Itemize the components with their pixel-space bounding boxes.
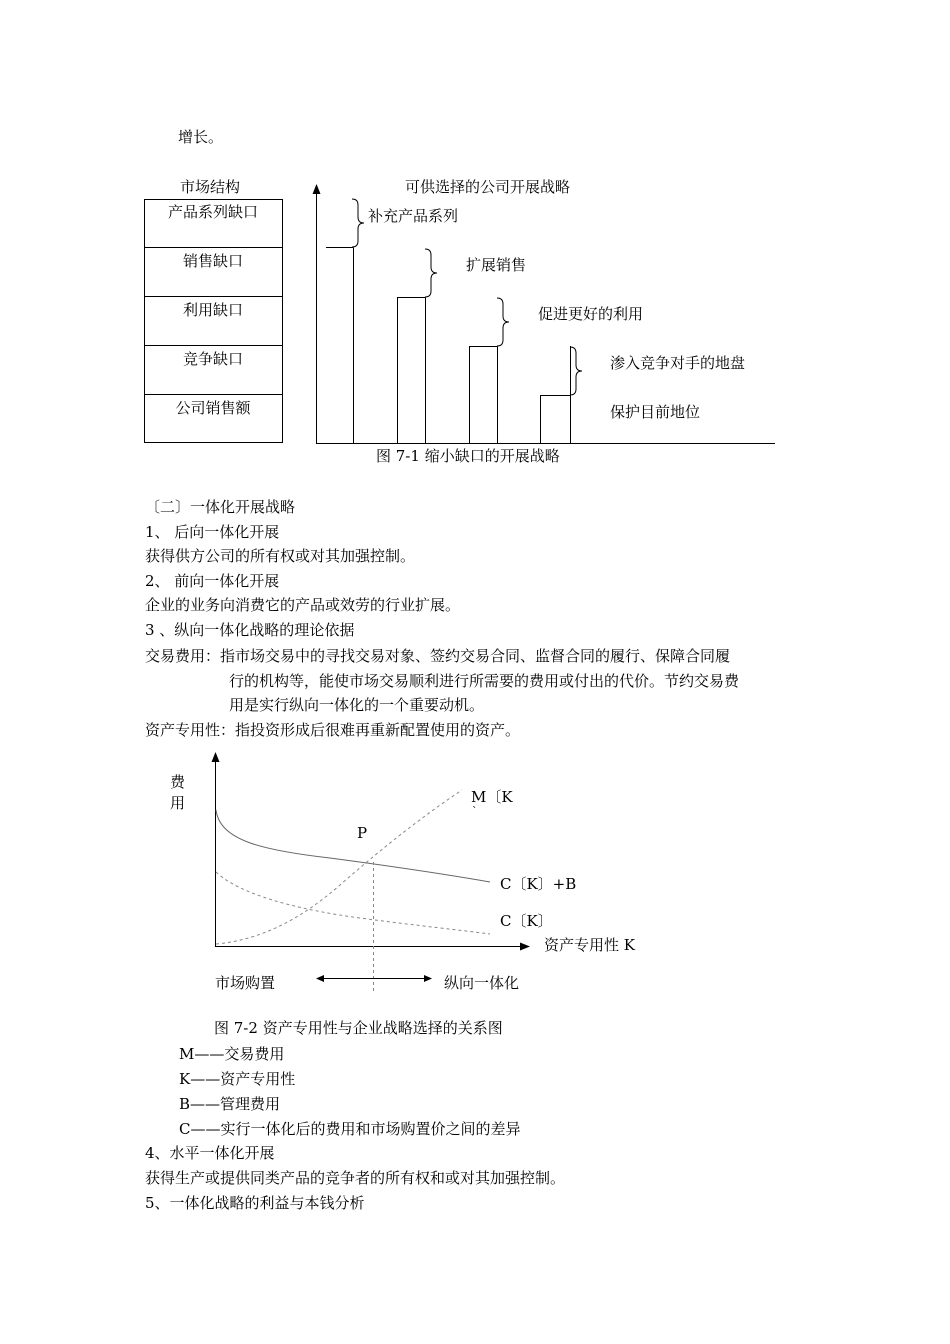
gap-label: 竞争缺口 <box>182 350 243 368</box>
strategy-header: 可供选择的公司开展战略 <box>405 178 571 196</box>
strategy-label: 促进更好的利用 <box>538 305 644 323</box>
item-1-title: 1、 后向一体化开展 <box>145 523 280 541</box>
x-axis-label: 资产专用性 K <box>544 936 635 954</box>
transaction-cost-line-3: 用是实行纵向一体化的一个重要动机。 <box>229 696 485 714</box>
curve-ckb-label: C〔K〕+B <box>500 875 577 893</box>
item-2-text: 企业的业务向消费它的产品或效劳的行业扩展。 <box>145 596 461 614</box>
intersection-label: P <box>357 824 368 842</box>
strategy-label: 扩展销售 <box>466 256 527 274</box>
curve-mk <box>216 790 462 944</box>
transaction-cost-line-2: 行的机构等，能使市场交易顺利进行所需要的费用或付出的代价。节约交易费 <box>229 672 740 690</box>
curve-ck-label: C〔K〕 <box>500 912 553 930</box>
fig2-x-arrow <box>520 943 530 951</box>
y-axis-label-2: 用 <box>170 794 186 812</box>
legend-item: M——交易费用 <box>179 1045 285 1063</box>
figure-1-caption: 图 7-1 缩小缺口的开展战略 <box>376 447 560 465</box>
strategy-label: 补充产品系列 <box>368 207 459 225</box>
curve-mk-label: M〔K <box>471 788 513 806</box>
asset-specificity-text: 资产专用性：指投资形成后很难再重新配置使用的资产。 <box>145 721 521 739</box>
legend-item: C——实行一体化后的费用和市场购置价之间的差异 <box>179 1120 521 1138</box>
brace-4 <box>570 347 582 395</box>
figure-1-diagram <box>0 0 950 480</box>
fig2-y-arrow <box>212 752 220 762</box>
curve-mk-label-tail: ` <box>472 805 478 818</box>
item-4-text: 获得生产或提供同类产品的竞争者的所有权和或对其加强控制。 <box>145 1169 566 1187</box>
item-4-title: 4、水平一体化开展 <box>145 1144 275 1162</box>
market-structure-header: 市场结构 <box>180 178 241 196</box>
brace-1 <box>352 199 364 247</box>
right-choice-label: 纵向一体化 <box>444 974 520 992</box>
choice-arrow-left <box>316 975 324 982</box>
item-2-title: 2、 前向一体化开展 <box>145 572 280 590</box>
figure-2-caption: 图 7-2 资产专用性与企业战略选择的关系图 <box>214 1019 503 1037</box>
intro-text: 增长。 <box>178 128 224 146</box>
brace-2 <box>425 249 437 297</box>
legend-item: K——资产专用性 <box>179 1070 296 1088</box>
legend-item: B——管理费用 <box>179 1095 281 1113</box>
item-3-title: 3 、纵向一体化战略的理论依据 <box>145 621 355 639</box>
curve-ckb <box>216 810 490 882</box>
item-5-title: 5、一体化战略的利益与本钱分析 <box>145 1194 365 1212</box>
y-axis-arrow <box>313 184 321 194</box>
brace-3 <box>497 298 509 346</box>
gap-label: 产品系列缺口 <box>167 203 258 221</box>
gap-label: 公司销售额 <box>175 399 251 417</box>
item-1-text: 获得供方公司的所有权或对其加强控制。 <box>145 547 416 565</box>
section-heading: 〔二〕一体化开展战略 <box>145 498 296 516</box>
strategy-label: 保护目前地位 <box>610 403 701 421</box>
y-axis-label-1: 费 <box>170 773 186 791</box>
curve-ck <box>216 872 490 934</box>
gap-label: 利用缺口 <box>182 301 243 319</box>
transaction-cost-line-1: 交易费用：指市场交易中的寻找交易对象、签约交易合同、监督合同的履行、保障合同履 <box>145 647 731 665</box>
choice-arrow-right <box>424 975 432 982</box>
left-choice-label: 市场购置 <box>215 974 276 992</box>
strategy-label: 渗入竞争对手的地盘 <box>610 354 746 372</box>
gap-label: 销售缺口 <box>182 252 243 270</box>
